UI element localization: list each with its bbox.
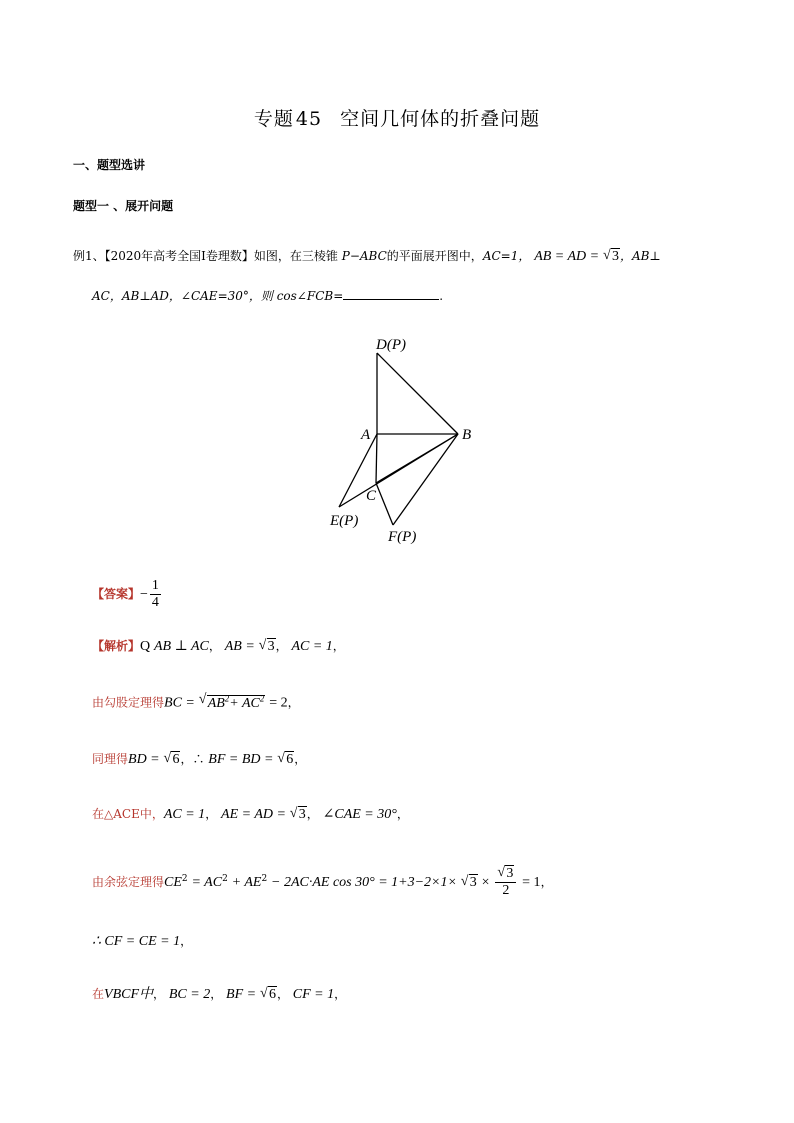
label-A: A: [361, 427, 371, 443]
label-B: B: [462, 427, 472, 443]
solution-line-1: 【解析】Q AB ⊥ AC， AB = √ 3， AC = 1，: [92, 638, 345, 654]
edge-DB: [377, 353, 458, 434]
section-heading: 一、题型选讲: [73, 158, 146, 172]
answer-blank[interactable]: [343, 289, 439, 300]
example-line-1: 例1、【2020年高考全国Ⅰ卷理数】如图，在三棱锥 P−ABC的平面展开图中，AC=1， AB = AD = √ 3，AB⊥: [73, 248, 661, 264]
page-title: 专题 45 空间几何体的折叠问题: [253, 108, 541, 130]
edge-FB: [393, 434, 458, 525]
edge-CB: [376, 434, 458, 483]
edge-CF: [376, 483, 393, 525]
label-E: E(P): [330, 513, 359, 529]
answer-line: 【答案】− $\frac{1}{4}$: [92, 578, 159, 610]
net-figure: [320, 330, 490, 550]
solution-line-2: 由勾股定理得BC = √ $AB^2+ AC^2 = 2$，: [92, 692, 300, 711]
edge-AC: [376, 434, 377, 483]
solution-line-4: 在△ACE中，AC = 1， AE = AD = √ 3， ∠CAE = 30°，: [92, 806, 409, 822]
subsection-heading: 题型一 、展开问题: [73, 199, 174, 213]
solution-line-6: ∴ CF = CE = 1，: [92, 934, 193, 949]
label-D: D(P): [376, 337, 406, 353]
solution-line-7: 在VBCF中， BC = 2， BF = √ 6， CF = 1，: [92, 986, 347, 1002]
solution-line-3: 同理得BD = √ 6，∴ BF = BD = √ 6，: [92, 751, 307, 767]
answer-fraction: $\frac{1}{4}$: [151, 578, 159, 610]
label-C: C: [366, 488, 377, 504]
solution-line-5: 由余弦定理得$CE^2 = AC^2 + AE^2 - 2AC\cdot AE$ cos 30° = 1+3−2×1× √ 3 × √ 3 2 = 1，: [92, 865, 553, 898]
label-F: F(P): [388, 529, 417, 545]
example-line-2: AC，AB⊥AD，∠CAE=30°，则 cos∠FCB= .: [92, 289, 444, 303]
sqrt: √ 3: [602, 248, 619, 264]
